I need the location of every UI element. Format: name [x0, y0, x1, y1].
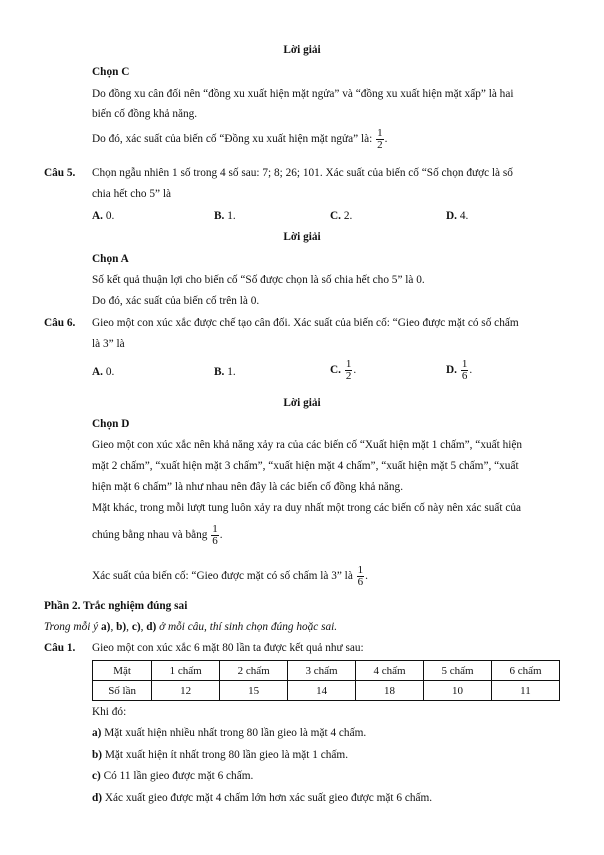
- question-label: Câu 1.: [44, 642, 76, 654]
- option-c: C. $\frac{1}{2}$ .: [330, 358, 357, 382]
- text-line: mặt 2 chấm”, “xuất hiện mặt 3 chấm”, “xuất hiện mặt 4 chấm”, “xuất hiện mặt 5 chấm”, “xuất: [92, 460, 519, 472]
- solution-title: Lời giải: [283, 44, 321, 56]
- number-list: 7; 8; 26; 101.: [262, 167, 323, 179]
- fraction: $\frac{1}{6}$: [357, 564, 364, 588]
- statement-a: a) Mặt xuất hiện nhiều nhất trong 80 lần gieo là mặt 4 chấm.: [92, 727, 367, 739]
- option-a: A. 0.: [92, 210, 115, 222]
- text-line: Xác suất của biến cố: “Gieo được mặt có số chấm là 3” là $\frac{1}{6}$ .: [92, 564, 368, 588]
- table-cell: 1 chấm: [152, 661, 220, 681]
- question-label: Câu 5.: [44, 167, 76, 179]
- fraction: $\frac{1}{2}$: [377, 127, 383, 151]
- option-b: B. 1.: [214, 210, 236, 222]
- table-cell: 2 chấm: [220, 661, 288, 681]
- text-line: hiện mặt 6 chấm” là như nhau nên đây là các biến cố đồng khả năng.: [92, 481, 404, 493]
- table-cell: 15: [220, 681, 288, 701]
- question-text: Gieo một con xúc xắc 6 mặt 80 lần ta được kết quả như sau:: [92, 642, 364, 654]
- table-cell: 4 chấm: [356, 661, 424, 681]
- table-cell: 11: [491, 681, 559, 701]
- text-line: chúng bằng nhau và bằng $\frac{1}{6}$ .: [92, 523, 223, 547]
- text-line: Do đó, xác suất của biến cố trên là 0.: [92, 295, 260, 307]
- text-line: Mặt khác, trong mỗi lượt tung luôn xảy ra duy nhất một trong các biến cố này nên xác suất của: [92, 502, 522, 514]
- table-row: [93, 681, 560, 701]
- table-row: [93, 661, 560, 681]
- answer-choice: Chọn A: [92, 253, 129, 265]
- question-text: Chọn ngẫu nhiên 1 số trong 4 số sau: 7; 8; 26; 101. Xác suất của biến cố “Số chọn được là số: [92, 167, 513, 179]
- table-cell: 12: [152, 681, 220, 701]
- option-d: D. 4.: [446, 210, 469, 222]
- statement-d: d) Xác xuất gieo được mặt 4 chấm lớn hơn xác suất gieo được mặt 6 chấm.: [92, 792, 433, 804]
- instructions: Trong mỗi ý a), b), c), d) ở mỗi câu, thí sinh chọn đúng hoặc sai.: [44, 621, 338, 633]
- option-a: A. 0.: [92, 366, 115, 378]
- fraction: $\frac{1}{6}$: [212, 523, 218, 547]
- text-line: Do đồng xu cân đối nên “đồng xu xuất hiện mặt ngửa” và “đồng xu xuất hiện mặt xấp” là hai: [92, 88, 514, 100]
- table-cell: Số lần: [93, 681, 152, 701]
- option-c: C. 2.: [330, 210, 353, 222]
- results-table: [92, 660, 560, 701]
- table-cell: 14: [288, 681, 356, 701]
- answer-choice: Chọn D: [92, 418, 130, 430]
- table-cell: 6 chấm: [491, 661, 559, 681]
- statement-b: b) Mặt xuất hiện ít nhất trong 80 lần gieo là mặt 1 chấm.: [92, 749, 349, 761]
- text-line: biến cố đồng khả năng.: [92, 108, 198, 120]
- text-line: Khi đó:: [92, 706, 127, 718]
- answer-choice: Chọn C: [92, 66, 130, 78]
- fraction: $\frac{1}{6}$: [461, 358, 468, 382]
- option-d: D. $\frac{1}{6}$ .: [446, 358, 473, 382]
- table-cell: 5 chấm: [424, 661, 492, 681]
- table-cell: 3 chấm: [288, 661, 356, 681]
- text-line: Gieo một con xúc xắc nên khả năng xảy ra của các biến cố “Xuất hiện mặt 1 chấm”, “xuất hiện: [92, 439, 523, 451]
- question-text: Gieo một con xúc xắc được chế tạo cân đối. Xác suất của biến cố: “Gieo được mặt có số chấm: [92, 317, 519, 329]
- fraction: $\frac{1}{2}$: [345, 358, 352, 382]
- solution-title: Lời giải: [283, 231, 321, 243]
- section-title: Phần 2. Trắc nghiệm đúng sai: [44, 600, 188, 612]
- question-text: là 3” là: [92, 338, 125, 350]
- option-b: B. 1.: [214, 366, 236, 378]
- text-line: Do đó, xác suất của biến cố “Đồng xu xuất hiện mặt ngửa” là: $\frac{1}{2}$ .: [92, 127, 388, 151]
- table-cell: 10: [424, 681, 492, 701]
- table-cell: Mặt: [93, 661, 152, 681]
- solution-title: Lời giải: [283, 397, 321, 409]
- table-cell: 18: [356, 681, 424, 701]
- text-line: Số kết quả thuận lợi cho biến cố “Số được chọn là số chia hết cho 5” là 0.: [92, 274, 425, 286]
- question-text: chia hết cho 5” là: [92, 188, 172, 200]
- question-label: Câu 6.: [44, 317, 76, 329]
- statement-c: c) Có 11 lần gieo được mặt 6 chấm.: [92, 770, 254, 782]
